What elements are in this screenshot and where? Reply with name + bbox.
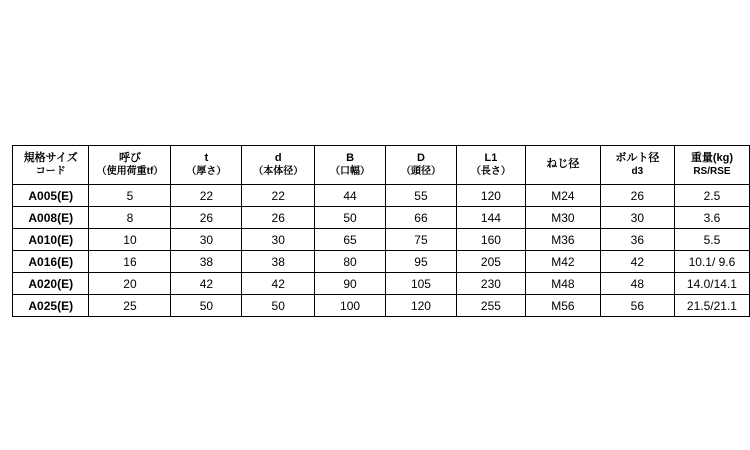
cell-thread-diameter: M30	[525, 207, 600, 229]
cell-l1: 230	[456, 273, 525, 295]
cell-thread-diameter: M24	[525, 185, 600, 207]
cell-d: 30	[242, 229, 315, 251]
cell-nominal: 10	[89, 229, 171, 251]
cell-d: 42	[242, 273, 315, 295]
cell-d-head: 55	[386, 185, 457, 207]
cell-d-head: 75	[386, 229, 457, 251]
cell-d-head: 105	[386, 273, 457, 295]
cell-nominal: 8	[89, 207, 171, 229]
cell-weight: 14.0/14.1	[674, 273, 749, 295]
cell-weight: 2.5	[674, 185, 749, 207]
column-header-line2: コード	[35, 165, 66, 177]
column-header-thread-diameter	[525, 146, 600, 185]
cell-b: 44	[315, 185, 386, 207]
column-header-line1: d	[274, 151, 282, 164]
cell-b: 65	[315, 229, 386, 251]
cell-d: 22	[242, 185, 315, 207]
column-header-line2: （口幅）	[330, 165, 371, 177]
cell-t: 42	[171, 273, 242, 295]
column-header-weight	[674, 146, 749, 185]
column-header-line1: 規格サイズ	[23, 151, 78, 164]
cell-d: 50	[242, 295, 315, 317]
cell-l1: 160	[456, 229, 525, 251]
cell-weight: 5.5	[674, 229, 749, 251]
cell-bolt-diameter: 48	[600, 273, 674, 295]
cell-thread-diameter: M36	[525, 229, 600, 251]
column-header-line2: （長さ）	[470, 165, 511, 177]
cell-b: 100	[315, 295, 386, 317]
cell-l1: 205	[456, 251, 525, 273]
column-header-d	[242, 146, 315, 185]
column-header-l1	[456, 146, 525, 185]
cell-thread-diameter: M48	[525, 273, 600, 295]
table-row	[13, 273, 750, 295]
cell-b: 80	[315, 251, 386, 273]
cell-nominal: 20	[89, 273, 171, 295]
column-header-line2: （頭径）	[400, 165, 441, 177]
column-header-line1: 重量(kg)	[690, 151, 734, 164]
cell-d: 38	[242, 251, 315, 273]
column-header-bolt-diameter	[600, 146, 674, 185]
table-body	[13, 185, 750, 317]
cell-t: 30	[171, 229, 242, 251]
table-row	[13, 207, 750, 229]
column-header-size-code	[13, 146, 89, 185]
column-header-line2: （本体径）	[253, 165, 304, 177]
column-header-line1: ねじ径	[546, 158, 580, 171]
cell-b: 90	[315, 273, 386, 295]
cell-size-code: A005(E)	[13, 185, 89, 207]
table-row	[13, 185, 750, 207]
column-header-line1: 呼び	[118, 151, 141, 164]
column-header-line2: （厚さ）	[186, 165, 227, 177]
cell-t: 26	[171, 207, 242, 229]
cell-weight: 3.6	[674, 207, 749, 229]
table-row	[13, 251, 750, 273]
column-header-line2: （使用荷重tf）	[96, 165, 164, 177]
column-header-line1: t	[204, 151, 209, 164]
column-header-b	[315, 146, 386, 185]
cell-bolt-diameter: 26	[600, 185, 674, 207]
column-header-line1: ボルト径	[615, 151, 660, 164]
column-header-line1: B	[346, 151, 355, 164]
cell-bolt-diameter: 42	[600, 251, 674, 273]
cell-d-head: 95	[386, 251, 457, 273]
cell-size-code: A025(E)	[13, 295, 89, 317]
cell-d-head: 66	[386, 207, 457, 229]
cell-nominal: 16	[89, 251, 171, 273]
cell-b: 50	[315, 207, 386, 229]
cell-size-code: A008(E)	[13, 207, 89, 229]
cell-d-head: 120	[386, 295, 457, 317]
column-header-line2: d3	[631, 165, 644, 177]
cell-size-code: A020(E)	[13, 273, 89, 295]
cell-size-code: A010(E)	[13, 229, 89, 251]
column-header-d-head	[386, 146, 457, 185]
cell-bolt-diameter: 30	[600, 207, 674, 229]
table-row	[13, 229, 750, 251]
cell-weight: 10.1/ 9.6	[674, 251, 749, 273]
cell-thread-diameter: M42	[525, 251, 600, 273]
column-header-line1: L1	[484, 151, 498, 164]
cell-bolt-diameter: 36	[600, 229, 674, 251]
column-header-line1: D	[416, 151, 425, 164]
column-header-line2: RS/RSE	[693, 165, 731, 177]
column-header-t	[171, 146, 242, 185]
cell-t: 38	[171, 251, 242, 273]
cell-l1: 144	[456, 207, 525, 229]
table-header-row	[13, 146, 750, 185]
cell-l1: 120	[456, 185, 525, 207]
table-header	[13, 146, 750, 185]
table-row	[13, 295, 750, 317]
cell-t: 50	[171, 295, 242, 317]
cell-size-code: A016(E)	[13, 251, 89, 273]
cell-t: 22	[171, 185, 242, 207]
cell-l1: 255	[456, 295, 525, 317]
cell-weight: 21.5/21.1	[674, 295, 749, 317]
cell-thread-diameter: M56	[525, 295, 600, 317]
specification-table	[12, 145, 750, 317]
column-header-nominal	[89, 146, 171, 185]
cell-nominal: 25	[89, 295, 171, 317]
cell-nominal: 5	[89, 185, 171, 207]
cell-d: 26	[242, 207, 315, 229]
cell-bolt-diameter: 56	[600, 295, 674, 317]
